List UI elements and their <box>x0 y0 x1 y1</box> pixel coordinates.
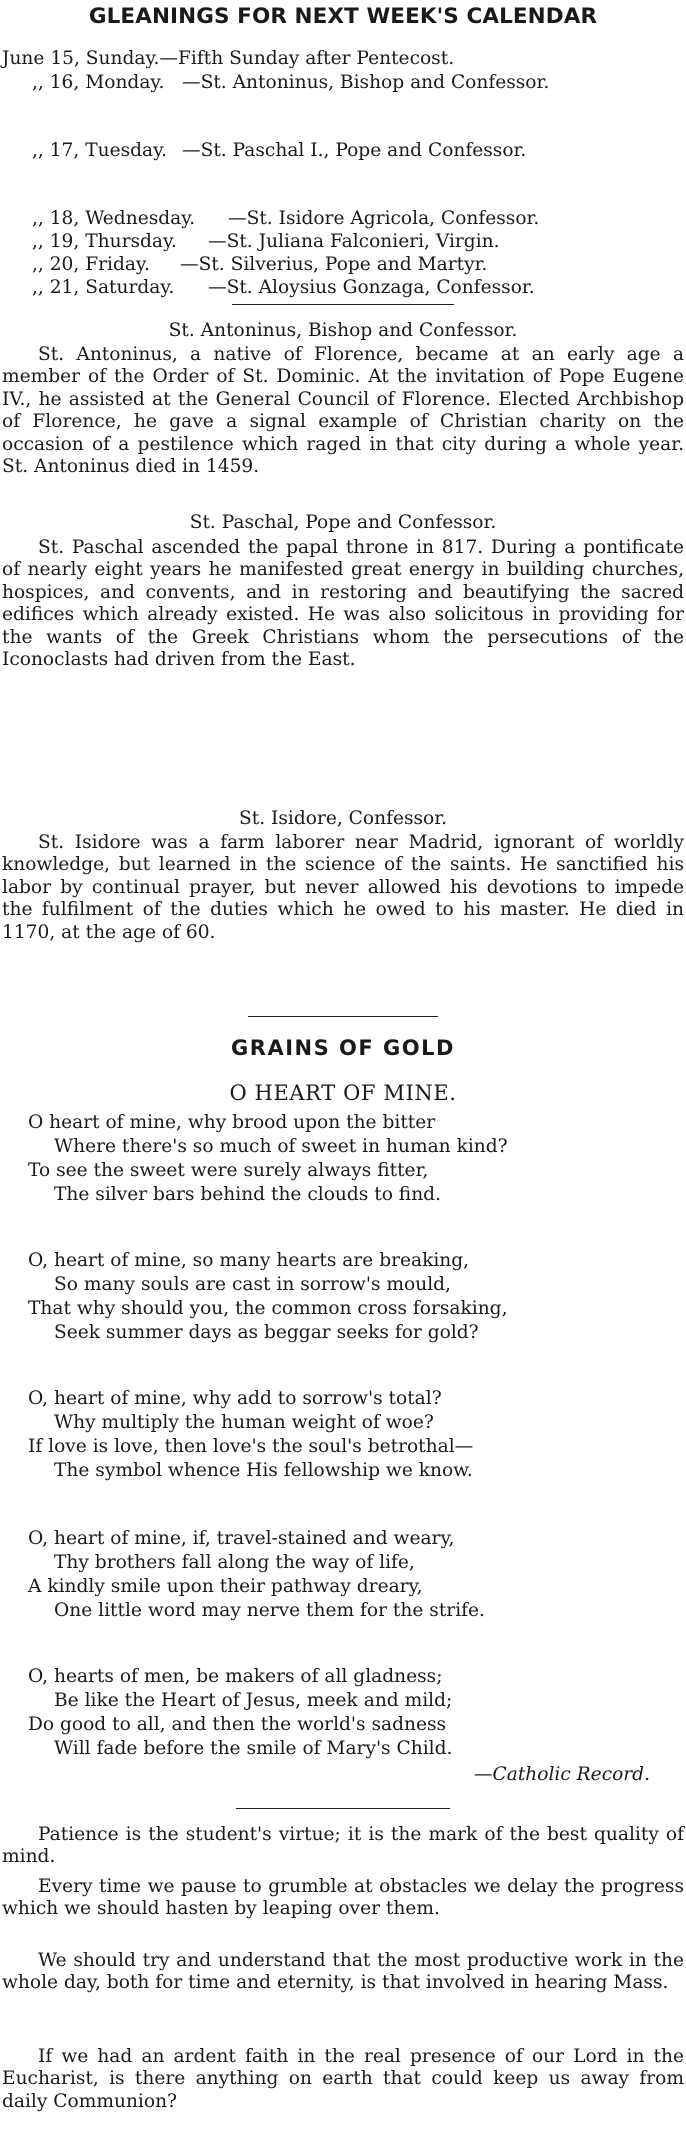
calendar-date: ,, 16, Monday. <box>32 72 165 93</box>
section-divider <box>236 1808 450 1809</box>
calendar-date: June 15, Sunday. <box>2 48 160 69</box>
section-divider <box>232 304 454 305</box>
calendar-entry: —St. Antoninus, Bishop and Confessor. <box>182 72 550 93</box>
poem-line: O, heart of mine, why add to sorrow's total? <box>28 1388 442 1409</box>
saint-title: St. Isidore, Confessor. <box>239 808 447 829</box>
calendar-row <box>2 72 684 140</box>
section-divider <box>248 1016 438 1017</box>
calendar-date: ,, 18, Wednesday. <box>32 208 196 229</box>
saint-title: St. Paschal, Pope and Confessor. <box>189 512 497 533</box>
calendar-date: ,, 19, Thursday. <box>32 231 177 252</box>
poem-line: So many souls are cast in sorrow's mould, <box>54 1274 451 1295</box>
maxim: Patience is the student's virtue; it is the mark of the best quality of mind. <box>2 1824 684 1868</box>
poem-line: A kindly smile upon their pathway dreary, <box>28 1576 423 1597</box>
poem-title: O HEART OF MINE. <box>229 1081 457 1105</box>
calendar-list <box>2 48 684 70</box>
calendar-row <box>2 208 684 231</box>
saint-bio: St. Antoninus, a native of Florence, became at an early age a member of the Order of St. Dominic. At the invitation of Pope Eugene IV., he assisted at the General Council of Florence. Elected Archbishop of Florence, he gave a signal example of Christian charity on the occasion of a pestilence which raged in that city during a whole year. St. Antoninus died in 1459. <box>2 344 684 478</box>
calendar-date: ,, 17, Tuesday. <box>32 140 168 161</box>
poem-line: O, heart of mine, if, travel-stained and weary, <box>28 1528 455 1549</box>
maxim: If we had an ardent faith in the real presence of our Lord in the Eucharist, is there anything on earth that could keep us away from daily Communion? <box>2 2046 684 2112</box>
calendar-entry: —St. Aloysius Gonzaga, Confessor. <box>208 277 535 298</box>
poem-line: To see the sweet were surely always fitter, <box>28 1160 429 1181</box>
poem-line: Seek summer days as beggar seeks for gold? <box>54 1322 479 1343</box>
calendar-entry: —St. Juliana Falconieri, Virgin. <box>208 231 500 252</box>
poem-line: If love is love, then love's the soul's betrothal— <box>28 1436 474 1457</box>
poem-line: Do good to all, and then the world's sadness <box>28 1714 447 1735</box>
poem-line: O, heart of mine, so many hearts are breaking, <box>28 1250 470 1271</box>
poem-line: One little word may nerve them for the strife. <box>54 1600 485 1621</box>
calendar-entry: —St. Silverius, Pope and Martyr. <box>180 254 488 275</box>
calendar-heading: GLEANINGS FOR NEXT WEEK'S CALENDAR <box>88 4 598 29</box>
calendar-date: ,, 21, Saturday. <box>32 277 175 298</box>
poem-credit: —Catholic Record. <box>473 1764 650 1785</box>
poem-line: Will fade before the smile of Mary's Child. <box>54 1738 453 1759</box>
poem-line: Where there's so much of sweet in human kind? <box>54 1136 508 1157</box>
calendar-row <box>2 231 684 254</box>
calendar-row <box>2 254 684 277</box>
calendar-date: ,, 20, Friday. <box>32 254 150 275</box>
grains-heading: GRAINS OF GOLD <box>231 1036 455 1060</box>
calendar-row <box>2 277 684 300</box>
calendar-entry: —St. Paschal I., Pope and Confessor. <box>182 140 527 161</box>
poem-line: Why multiply the human weight of woe? <box>54 1412 434 1433</box>
maxim: Every time we pause to grumble at obstacles we delay the progress which we should hasten by leaping over them. <box>2 1876 684 1920</box>
saint-bio: St. Isidore was a farm laborer near Madrid, ignorant of worldly knowledge, but learned in the science of the saints. He sanctified his labor by continual prayer, but never allowed his devotions to impede the fulfilment of the duties which he owed to his master. He died in 1170, at the age of 60. <box>2 832 684 943</box>
poem-line: Be like the Heart of Jesus, meek and mild; <box>54 1690 453 1711</box>
poem-line: The symbol whence His fellowship we know. <box>54 1460 473 1481</box>
poem-line: O heart of mine, why brood upon the bitter <box>28 1112 436 1133</box>
saint-bio: St. Paschal ascended the papal throne in 817. During a pontificate of nearly eight years he manifested great energy in building churches, hospices, and convents, and in restoring and beautifying the sacred edifices which already existed. He was also solicitous in providing for the wants of the Greek Christians whom the persecutions of the Iconoclasts had driven from the East. <box>2 537 684 671</box>
saint-title: St. Antoninus, Bishop and Confessor. <box>168 320 518 341</box>
poem-line: That why should you, the common cross forsaking, <box>28 1298 508 1319</box>
maxim: We should try and understand that the most productive work in the whole day, both for time and eternity, is that involved in hearing Mass. <box>2 1950 684 1994</box>
calendar-entry: —Fifth Sunday after Pentecost. <box>159 48 455 69</box>
calendar-list-rest <box>2 72 684 300</box>
calendar-entry: —St. Isidore Agricola, Confessor. <box>228 208 540 229</box>
poem-line: O, hearts of men, be makers of all gladness; <box>28 1666 443 1687</box>
poem-line: The silver bars behind the clouds to find. <box>54 1184 441 1205</box>
calendar-row <box>2 140 684 208</box>
poem-line: Thy brothers fall along the way of life, <box>54 1552 415 1573</box>
calendar-row <box>2 48 684 70</box>
